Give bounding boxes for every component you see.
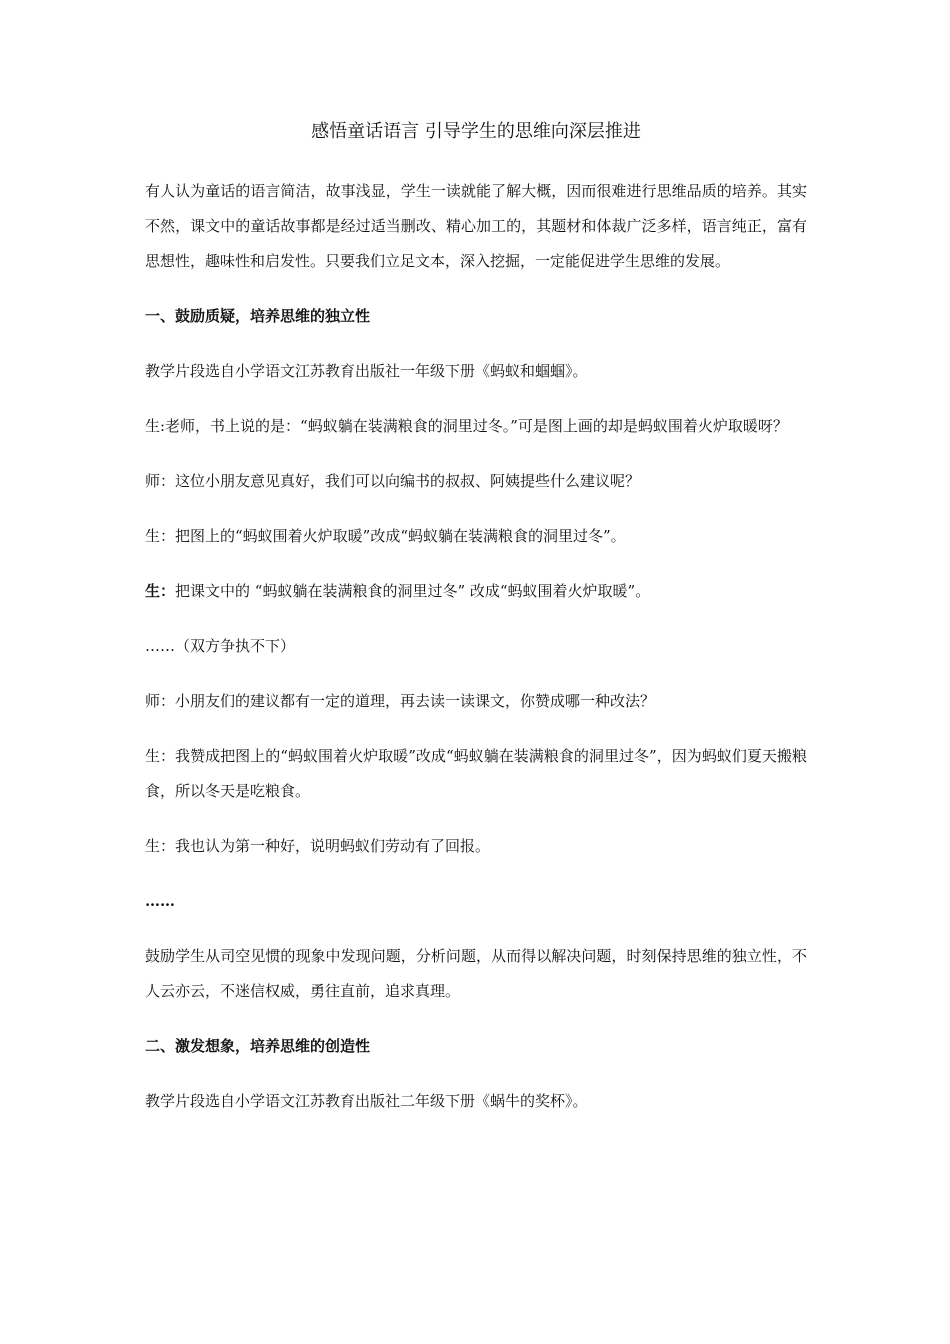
section-heading-2: 二、激发想象，培养思维的创造性 (145, 1037, 371, 1055)
intro-paragraph: 有人认为童话的语言简洁，故事浅显，学生一读就能了解大概，因而很难进行思维品质的培养。其实不然，课文中的童话故事都是经过适当删改、精心加工的，其题材和体裁广泛多样，语言纯正，富有思想性，趣味性和启发性。只要我们立足文本，深入挖掘，一定能促进学生思维的发展。 (145, 182, 807, 270)
summary-paragraph-1: 鼓励学生从司空见惯的现象中发现问题，分析问题，从而得以解决问题，时刻保持思维的独立性，不人云亦云，不迷信权威，勇往直前，追求真理。 (145, 947, 807, 1000)
document-title: 感悟童话语言 引导学生的思维向深层推进 (311, 121, 641, 142)
dialogue-line: ……（双方争执不下） (145, 637, 296, 655)
speaker-label: 生： (145, 582, 176, 600)
dialogue-line: 师：小朋友们的建议都有一定的道理，再去读一读课文，你赞成哪一种改法？ (145, 692, 656, 710)
dialogue-line: 生：我也认为第一种好，说明蚂蚁们劳动有了回报。 (145, 837, 491, 855)
section-heading-1: 一、鼓励质疑，培养思维的独立性 (145, 307, 371, 325)
ellipsis-line: …… (145, 892, 175, 910)
dialogue-text: 把课文中的 “蚂蚁躺在装满粮食的洞里过冬” 改成“蚂蚁围着火炉取暖”。 (175, 582, 651, 600)
dialogue-line: 生：我赞成把图上的“蚂蚁围着火炉取暖”改成“蚂蚁躺在装满粮食的洞里过冬”，因为蚂蚁们夏天搬粮食，所以冬天是吃粮食。 (145, 747, 807, 800)
dialogue-line: 师：这位小朋友意见真好，我们可以向编书的叔叔、阿姨提些什么建议呢？ (145, 472, 641, 490)
dialogue-line: 生：把图上的“蚂蚁围着火炉取暖”改成“蚂蚁躺在装满粮食的洞里过冬”。 (145, 527, 626, 545)
dialogue-line (145, 574, 807, 609)
dialogue-line: 生:老师，书上说的是：“蚂蚁躺在装满粮食的洞里过冬。”可是图上画的却是蚂蚁围着火炉取暖呀？ (145, 417, 788, 435)
document-page (145, 118, 807, 1119)
source-note-2: 教学片段选自小学语文江苏教育出版社二年级下册《蜗牛的奖杯》。 (145, 1092, 588, 1110)
source-note-1: 教学片段选自小学语文江苏教育出版社一年级下册《蚂蚁和蝈蝈》。 (145, 362, 588, 380)
